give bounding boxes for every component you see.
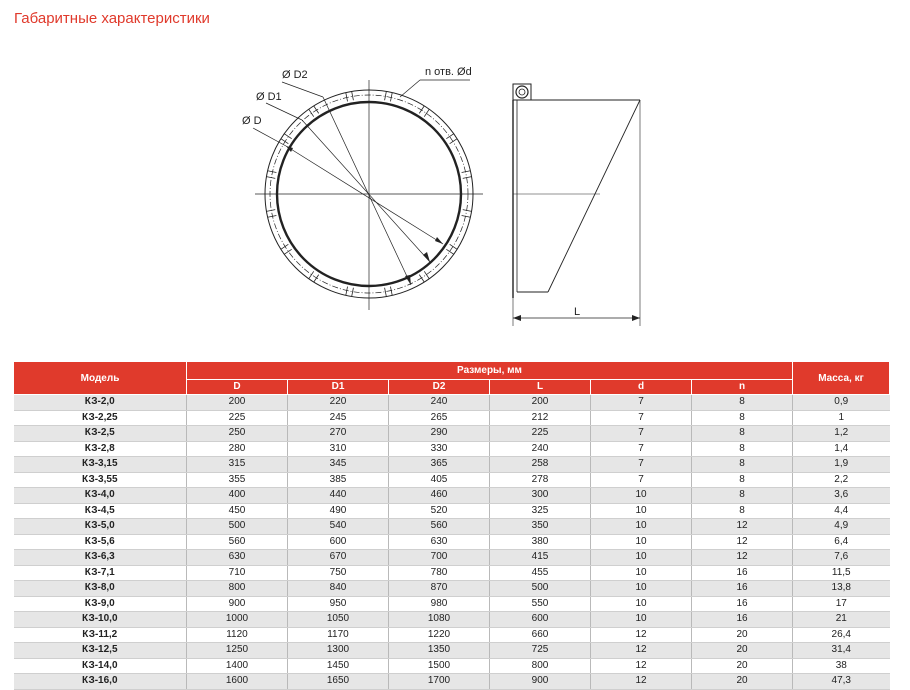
label-d1: Ø D1 — [256, 91, 282, 103]
table-cell: 4,9 — [793, 519, 890, 535]
table-cell: 13,8 — [793, 581, 890, 597]
table-row — [14, 550, 890, 566]
table-cell: 330 — [389, 441, 490, 457]
cell-model: КЗ-12,5 — [14, 643, 187, 659]
bolt-hole-mark — [424, 271, 429, 278]
table-row — [14, 596, 890, 612]
table-cell: 1500 — [389, 658, 490, 674]
table-cell: 8 — [692, 488, 793, 504]
table-cell: 1000 — [187, 612, 288, 628]
table-cell: 240 — [389, 395, 490, 411]
cell-model: КЗ-10,0 — [14, 612, 187, 628]
table-cell: 1400 — [187, 658, 288, 674]
table-cell: 415 — [490, 550, 591, 566]
bolt-hole-mark — [446, 134, 453, 139]
table-cell: 400 — [187, 488, 288, 504]
table-cell: 1450 — [288, 658, 389, 674]
table-row — [14, 395, 890, 411]
header-l: L — [490, 380, 591, 395]
cell-model: КЗ-4,0 — [14, 488, 187, 504]
table-cell: 350 — [490, 519, 591, 535]
table-cell: 10 — [591, 550, 692, 566]
dimensions-table — [13, 361, 890, 690]
cell-model: КЗ-11,2 — [14, 627, 187, 643]
table-cell: 7 — [591, 472, 692, 488]
table-cell: 250 — [187, 426, 288, 442]
table-cell: 6,4 — [793, 534, 890, 550]
table-cell: 900 — [490, 674, 591, 690]
table-cell: 660 — [490, 627, 591, 643]
table-cell: 460 — [389, 488, 490, 504]
table-cell: 380 — [490, 534, 591, 550]
table-cell: 280 — [187, 441, 288, 457]
bolt-hole-mark — [309, 271, 314, 278]
side-view-hinge — [516, 86, 528, 98]
dimension-drawing — [230, 55, 660, 335]
header-d1: D1 — [288, 380, 389, 395]
table-cell: 780 — [389, 565, 490, 581]
header-mass: Масса, кг — [793, 362, 890, 395]
table-cell: 405 — [389, 472, 490, 488]
table-cell: 385 — [288, 472, 389, 488]
dimensions-table-wrap — [13, 361, 889, 690]
table-cell: 38 — [793, 658, 890, 674]
page-heading: Габаритные характеристики — [14, 10, 210, 27]
table-cell: 7,6 — [793, 550, 890, 566]
table-row — [14, 612, 890, 628]
cell-model: КЗ-5,0 — [14, 519, 187, 535]
bolt-hole-mark — [314, 275, 319, 282]
bolt-hole-mark — [385, 91, 387, 100]
table-cell: 8 — [692, 457, 793, 473]
table-row — [14, 565, 890, 581]
table-cell: 220 — [288, 395, 389, 411]
table-cell: 1,4 — [793, 441, 890, 457]
bolt-hole-mark — [462, 171, 471, 173]
table-cell: 325 — [490, 503, 591, 519]
table-cell: 630 — [389, 534, 490, 550]
table-cell: 12 — [591, 627, 692, 643]
header-n: n — [692, 380, 793, 395]
table-cell: 10 — [591, 596, 692, 612]
table-row — [14, 426, 890, 442]
table-cell: 7 — [591, 441, 692, 457]
table-cell: 16 — [692, 581, 793, 597]
table-cell: 11,5 — [793, 565, 890, 581]
table-row — [14, 503, 890, 519]
table-cell: 1080 — [389, 612, 490, 628]
label-d2: Ø D2 — [282, 69, 308, 81]
bolt-hole-mark — [346, 287, 348, 296]
bolt-hole-mark — [284, 249, 291, 254]
table-cell: 240 — [490, 441, 591, 457]
table-cell: 670 — [288, 550, 389, 566]
header-d2: D2 — [389, 380, 490, 395]
table-cell: 10 — [591, 565, 692, 581]
table-cell: 1220 — [389, 627, 490, 643]
header-d: D — [187, 380, 288, 395]
bolt-hole-mark — [281, 139, 288, 144]
table-cell: 290 — [389, 426, 490, 442]
cell-model: КЗ-5,6 — [14, 534, 187, 550]
table-cell: 20 — [692, 627, 793, 643]
table-cell: 840 — [288, 581, 389, 597]
cell-model: КЗ-2,8 — [14, 441, 187, 457]
table-cell: 2,2 — [793, 472, 890, 488]
table-cell: 455 — [490, 565, 591, 581]
table-row — [14, 488, 890, 504]
table-cell: 900 — [187, 596, 288, 612]
table-cell: 12 — [591, 674, 692, 690]
table-cell: 7 — [591, 426, 692, 442]
table-cell: 31,4 — [793, 643, 890, 659]
table-row — [14, 643, 890, 659]
table-cell: 1170 — [288, 627, 389, 643]
table-cell: 8 — [692, 441, 793, 457]
table-cell: 10 — [591, 534, 692, 550]
table-row — [14, 627, 890, 643]
table-cell: 10 — [591, 488, 692, 504]
table-cell: 0,9 — [793, 395, 890, 411]
bolt-hole-mark — [284, 134, 291, 139]
header-dimensions: Размеры, мм — [187, 362, 793, 380]
table-row — [14, 581, 890, 597]
table-cell: 560 — [389, 519, 490, 535]
table-cell: 8 — [692, 503, 793, 519]
bolt-hole-mark — [446, 249, 453, 254]
label-length: L — [574, 306, 581, 318]
bolt-hole-mark — [268, 171, 277, 173]
table-cell: 490 — [288, 503, 389, 519]
table-cell: 1120 — [187, 627, 288, 643]
bolt-hole-mark — [385, 288, 387, 297]
bolt-hole-mark — [390, 287, 392, 296]
table-cell: 300 — [490, 488, 591, 504]
table-cell: 540 — [288, 519, 389, 535]
table-cell: 7 — [591, 410, 692, 426]
table-row — [14, 441, 890, 457]
table-cell: 560 — [187, 534, 288, 550]
cell-model: КЗ-14,0 — [14, 658, 187, 674]
bolt-hole-mark — [463, 210, 472, 212]
cell-model: КЗ-6,3 — [14, 550, 187, 566]
table-row — [14, 519, 890, 535]
bolt-hole-mark — [462, 215, 471, 217]
table-cell: 225 — [187, 410, 288, 426]
cell-model: КЗ-7,1 — [14, 565, 187, 581]
table-cell: 47,3 — [793, 674, 890, 690]
header-hole-d: d — [591, 380, 692, 395]
bolt-hole-mark — [424, 109, 429, 116]
table-cell: 450 — [187, 503, 288, 519]
bolt-hole-mark — [268, 215, 277, 217]
table-cell: 1 — [793, 410, 890, 426]
table-cell: 1,2 — [793, 426, 890, 442]
bolt-hole-mark — [390, 93, 392, 102]
table-cell: 700 — [389, 550, 490, 566]
bolt-hole-mark — [463, 177, 472, 179]
table-row — [14, 410, 890, 426]
bolt-hole-mark — [266, 177, 275, 179]
table-cell: 1650 — [288, 674, 389, 690]
bolt-hole-mark — [309, 109, 314, 116]
table-cell: 10 — [591, 503, 692, 519]
table-cell: 1300 — [288, 643, 389, 659]
table-cell: 21 — [793, 612, 890, 628]
table-cell: 200 — [187, 395, 288, 411]
table-cell: 725 — [490, 643, 591, 659]
table-row — [14, 534, 890, 550]
table-cell: 278 — [490, 472, 591, 488]
table-row — [14, 457, 890, 473]
table-cell: 8 — [692, 395, 793, 411]
table-cell: 4,4 — [793, 503, 890, 519]
table-cell: 270 — [288, 426, 389, 442]
table-cell: 12 — [692, 534, 793, 550]
label-d: Ø D — [242, 115, 262, 127]
table-cell: 3,6 — [793, 488, 890, 504]
table-cell: 800 — [187, 581, 288, 597]
bolt-hole-mark — [346, 93, 348, 102]
table-cell: 440 — [288, 488, 389, 504]
table-cell: 950 — [288, 596, 389, 612]
table-cell: 12 — [692, 550, 793, 566]
cell-model: КЗ-4,5 — [14, 503, 187, 519]
table-cell: 225 — [490, 426, 591, 442]
table-cell: 750 — [288, 565, 389, 581]
table-row — [14, 472, 890, 488]
cell-model: КЗ-2,0 — [14, 395, 187, 411]
table-cell: 8 — [692, 410, 793, 426]
table-cell: 310 — [288, 441, 389, 457]
table-cell: 20 — [692, 643, 793, 659]
table-cell: 1350 — [389, 643, 490, 659]
table-cell: 245 — [288, 410, 389, 426]
table-cell: 7 — [591, 457, 692, 473]
cell-model: КЗ-3,15 — [14, 457, 187, 473]
table-cell: 345 — [288, 457, 389, 473]
table-cell: 258 — [490, 457, 591, 473]
table-cell: 980 — [389, 596, 490, 612]
table-cell: 1,9 — [793, 457, 890, 473]
table-cell: 265 — [389, 410, 490, 426]
table-cell: 17 — [793, 596, 890, 612]
table-cell: 710 — [187, 565, 288, 581]
table-cell: 600 — [490, 612, 591, 628]
table-cell: 10 — [591, 581, 692, 597]
table-cell: 20 — [692, 658, 793, 674]
table-cell: 315 — [187, 457, 288, 473]
table-cell: 10 — [591, 519, 692, 535]
table-cell: 212 — [490, 410, 591, 426]
table-cell: 12 — [591, 643, 692, 659]
bolt-hole-mark — [266, 210, 275, 212]
table-row — [14, 674, 890, 690]
table-cell: 200 — [490, 395, 591, 411]
table-cell: 500 — [490, 581, 591, 597]
cell-model: КЗ-8,0 — [14, 581, 187, 597]
bolt-hole-mark — [419, 275, 424, 282]
table-cell: 20 — [692, 674, 793, 690]
table-cell: 10 — [591, 612, 692, 628]
table-cell: 1700 — [389, 674, 490, 690]
table-cell: 7 — [591, 395, 692, 411]
table-cell: 520 — [389, 503, 490, 519]
table-cell: 1050 — [288, 612, 389, 628]
header-model: Модель — [14, 362, 187, 395]
bolt-hole-mark — [352, 288, 354, 297]
bolt-hole-mark — [450, 244, 457, 249]
table-body — [14, 395, 890, 690]
bolt-hole-mark — [450, 139, 457, 144]
bolt-hole-mark — [419, 106, 424, 113]
table-cell: 16 — [692, 565, 793, 581]
table-cell: 26,4 — [793, 627, 890, 643]
label-holes: n отв. Ød — [425, 66, 472, 78]
cell-model: КЗ-2,5 — [14, 426, 187, 442]
bolt-hole-mark — [281, 244, 288, 249]
table-cell: 550 — [490, 596, 591, 612]
table-cell: 870 — [389, 581, 490, 597]
table-cell: 16 — [692, 612, 793, 628]
table-cell: 16 — [692, 596, 793, 612]
cell-model: КЗ-3,55 — [14, 472, 187, 488]
table-cell: 8 — [692, 426, 793, 442]
table-cell: 355 — [187, 472, 288, 488]
bolt-hole-mark — [314, 106, 319, 113]
table-cell: 600 — [288, 534, 389, 550]
cell-model: КЗ-9,0 — [14, 596, 187, 612]
table-cell: 1250 — [187, 643, 288, 659]
table-cell: 365 — [389, 457, 490, 473]
cell-model: КЗ-2,25 — [14, 410, 187, 426]
table-cell: 8 — [692, 472, 793, 488]
table-cell: 12 — [692, 519, 793, 535]
table-row — [14, 658, 890, 674]
bolt-hole-mark — [352, 91, 354, 100]
table-cell: 800 — [490, 658, 591, 674]
table-cell: 500 — [187, 519, 288, 535]
table-cell: 1600 — [187, 674, 288, 690]
table-cell: 12 — [591, 658, 692, 674]
table-cell: 630 — [187, 550, 288, 566]
cell-model: КЗ-16,0 — [14, 674, 187, 690]
